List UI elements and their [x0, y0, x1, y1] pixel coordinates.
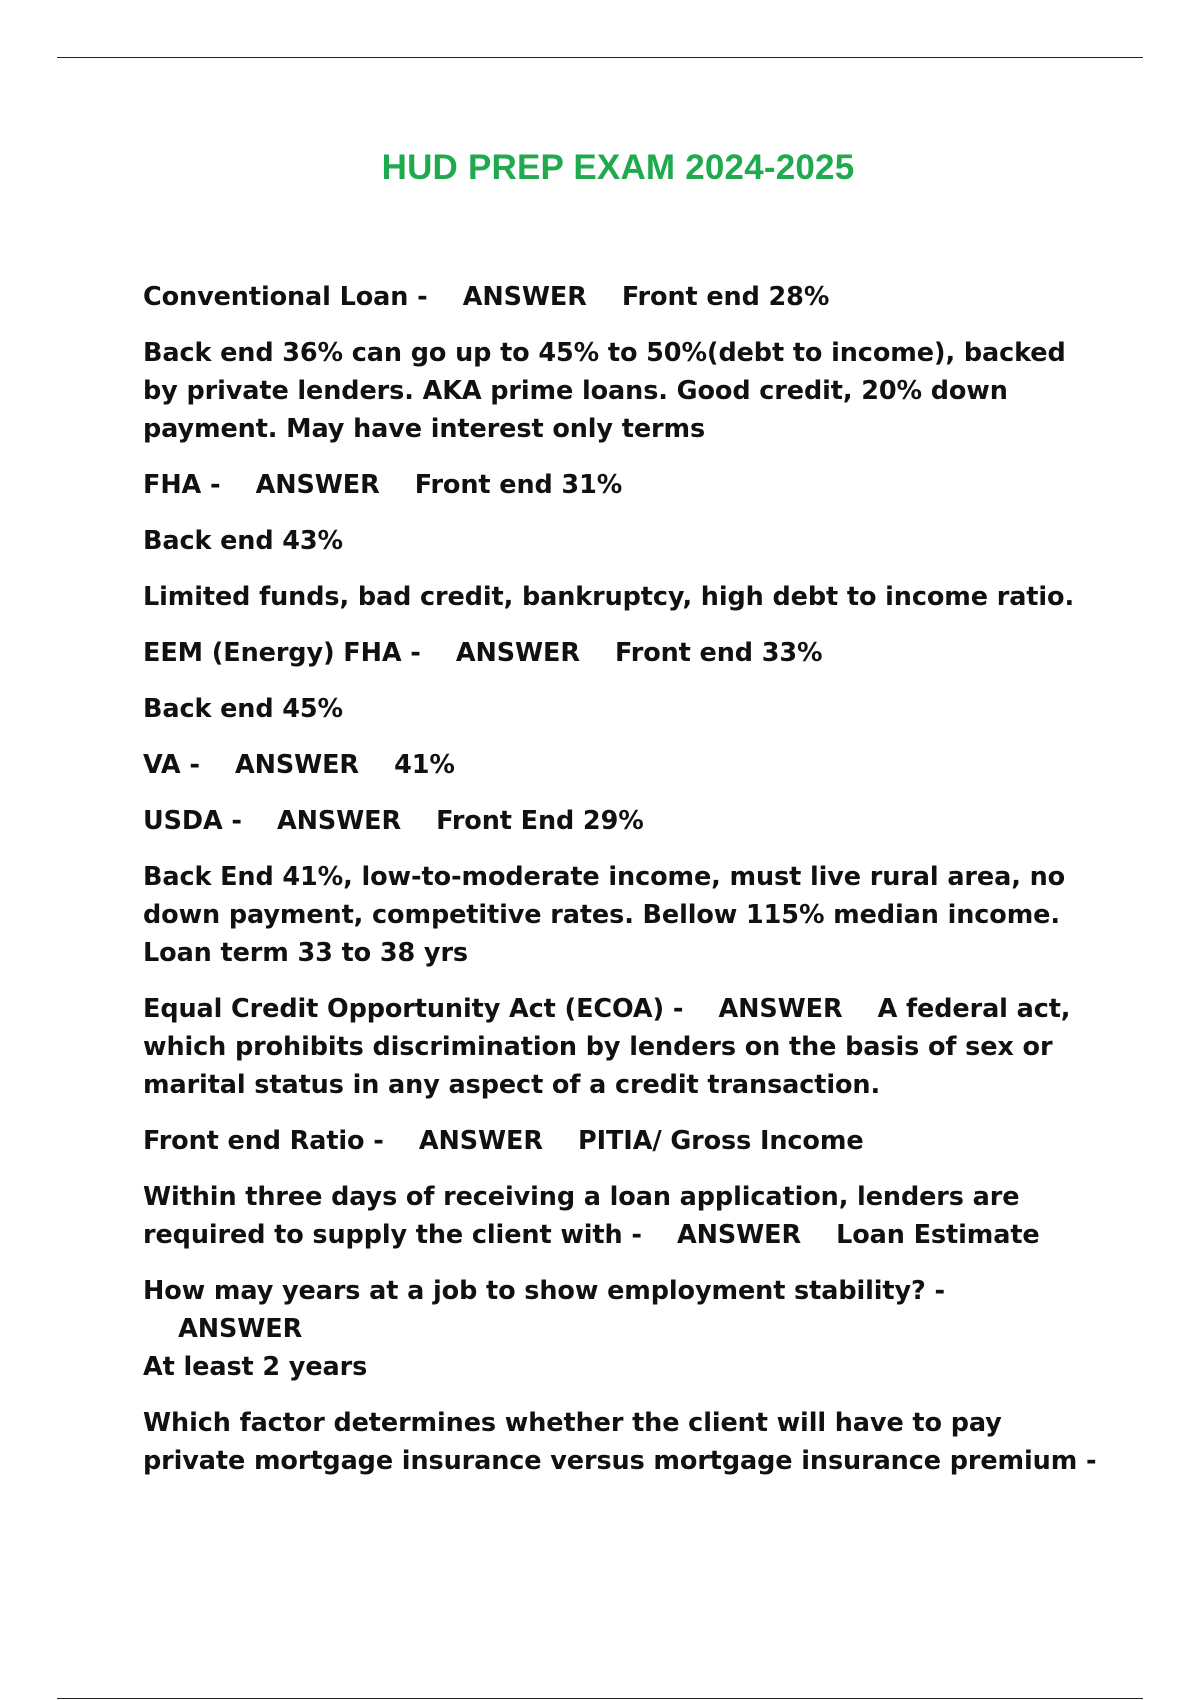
qa-list — [143, 278, 1103, 1498]
question: Equal Credit Opportunity Act (ECOA) - — [143, 994, 684, 1024]
question: Conventional Loan - — [143, 282, 428, 312]
qa-entry-fha — [143, 466, 1103, 504]
top-rule — [57, 57, 1143, 58]
qa-entry-ecoa — [143, 990, 1103, 1104]
answer-continuation: Back end 43% — [143, 526, 344, 556]
answer-continuation: Limited funds, bad credit, bankruptcy, high debt to income ratio. — [143, 582, 1075, 612]
qa-entry-front-end-ratio — [143, 1122, 1103, 1160]
question-pmi-vs-mip: Which factor determines whether the client will have to pay private mortgage insurance versus mortgage insurance premium - — [143, 1408, 1097, 1476]
qa-entry-eem-fha — [143, 634, 1103, 672]
answer: Front end 33% — [615, 638, 823, 668]
answer: Front end 28% — [621, 282, 830, 312]
question: VA - — [143, 750, 200, 780]
qa-entry-usda — [143, 802, 1103, 840]
question: How may years at a job to show employment stability? - — [143, 1276, 945, 1306]
answer-label: ANSWER — [255, 470, 380, 500]
answer-label: ANSWER — [234, 750, 359, 780]
qa-entry-va — [143, 746, 1103, 784]
answer-label: ANSWER — [676, 1220, 801, 1250]
answer-label: ANSWER — [462, 282, 587, 312]
question: Front end Ratio - — [143, 1126, 384, 1156]
answer-label: ANSWER — [718, 994, 843, 1024]
answer-label: ANSWER — [455, 638, 580, 668]
answer-label: ANSWER — [178, 1314, 303, 1344]
answer-continuation: Back end 45% — [143, 694, 344, 724]
question: USDA - — [143, 806, 242, 836]
answer: 41% — [394, 750, 455, 780]
qa-entry-conventional-loan — [143, 278, 1103, 316]
question: FHA - — [143, 470, 221, 500]
answer: PITIA/ Gross Income — [578, 1126, 864, 1156]
answer: A federal act, which prohibits discrimination by lenders on the basis of sex or marital status in any aspect of a credit transaction. — [143, 994, 1071, 1100]
bottom-rule — [57, 1698, 1143, 1699]
answer: Loan Estimate — [836, 1220, 1040, 1250]
answer-label: ANSWER — [276, 806, 401, 836]
qa-entry-loan-estimate — [143, 1178, 1103, 1254]
question: EEM (Energy) FHA - — [143, 638, 421, 668]
answer: Front End 29% — [436, 806, 644, 836]
answer: At least 2 years — [143, 1352, 368, 1382]
question: Within three days of receiving a loan application, lenders are required to supply the client with - — [143, 1182, 1020, 1250]
answer-continuation: Back end 36% can go up to 45% to 50%(debt to income), backed by private lenders. AKA prime loans. Good credit, 20% down payment. May have interest only terms — [143, 338, 1066, 444]
answer: Front end 31% — [414, 470, 623, 500]
qa-entry-employment-stability — [143, 1272, 1103, 1386]
page-title: HUD PREP EXAM 2024-2025 — [381, 148, 855, 187]
answer-continuation: Back End 41%, low-to-moderate income, must live rural area, no down payment, competitive rates. Bellow 115% median income. Loan term 33 to 38 yrs — [143, 862, 1066, 968]
answer-label: ANSWER — [418, 1126, 543, 1156]
